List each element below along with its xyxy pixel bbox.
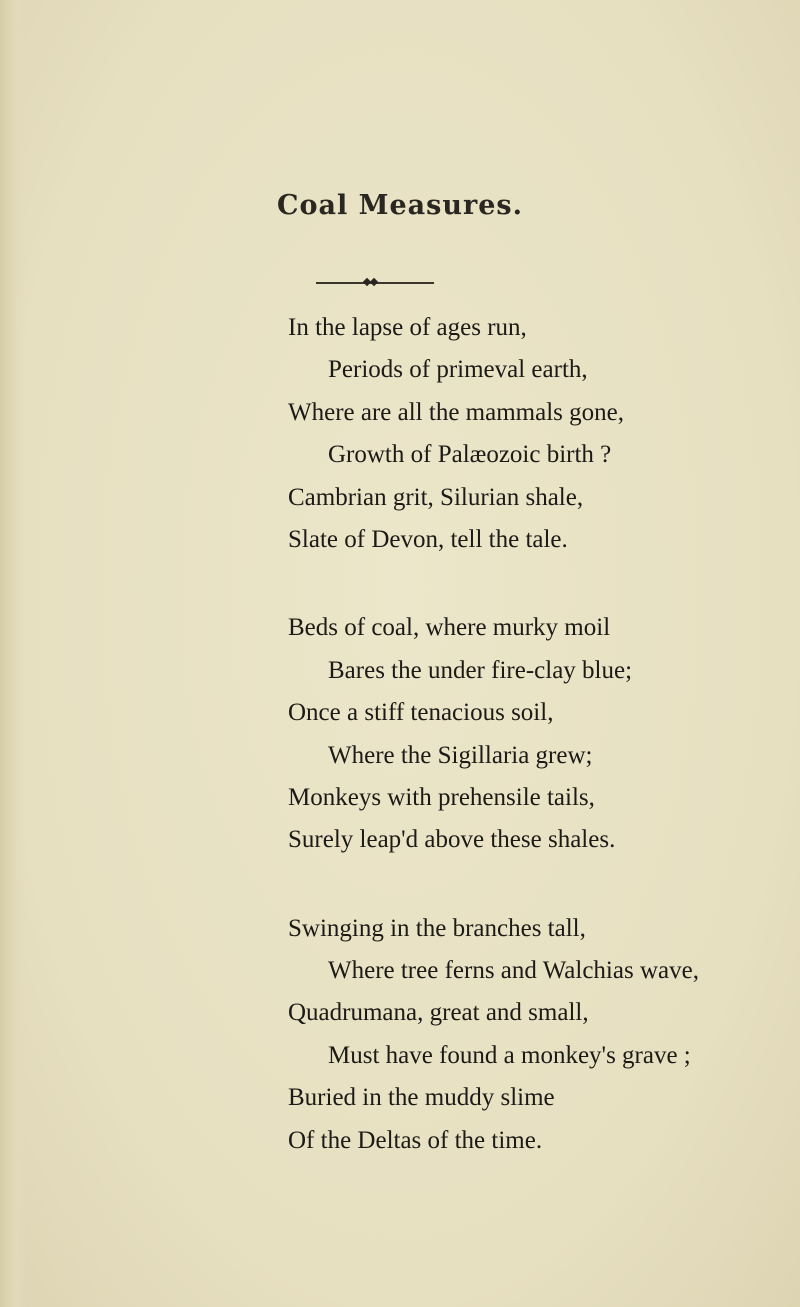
poem-body bbox=[0, 307, 800, 1162]
poem-title: Coal Measures. bbox=[276, 190, 524, 221]
poem-line: Slate of Devon, tell the tale. bbox=[288, 525, 568, 553]
poem-line: Surely leap'd above these shales. bbox=[288, 826, 616, 854]
poem-line: Cambrian grit, Silurian shale, bbox=[288, 483, 584, 511]
poem-line: Of the Deltas of the time. bbox=[288, 1126, 543, 1154]
divider-ornament-icon bbox=[364, 279, 378, 287]
poem-line: Where the Sigillaria grew; bbox=[328, 741, 593, 769]
poem-line: Where are all the mammals gone, bbox=[288, 398, 624, 426]
stanza-3 bbox=[0, 908, 800, 1162]
poem-line: Monkeys with prehensile tails, bbox=[288, 783, 595, 811]
poem-line: Beds of coal, where murky moil bbox=[288, 614, 611, 642]
poem-line: Swinging in the branches tall, bbox=[288, 914, 586, 942]
poem-line: Growth of Palæozoic birth ? bbox=[328, 441, 612, 469]
poem-line: Quadrumana, great and small, bbox=[288, 999, 589, 1027]
stanza-2 bbox=[0, 607, 800, 861]
poem-line: Where tree ferns and Walchias wave, bbox=[328, 957, 699, 985]
poem-line: Once a stiff tenacious soil, bbox=[288, 699, 554, 727]
poem-line: Bares the under fire-clay blue; bbox=[328, 656, 633, 684]
stanza-1 bbox=[0, 307, 800, 561]
poem-line: Buried in the muddy slime bbox=[288, 1084, 555, 1112]
poem-line: Periods of primeval earth, bbox=[328, 356, 588, 384]
title-divider-rule bbox=[316, 282, 434, 284]
poem-line: Must have found a monkey's grave ; bbox=[328, 1041, 691, 1069]
poem-line: In the lapse of ages run, bbox=[288, 314, 527, 341]
